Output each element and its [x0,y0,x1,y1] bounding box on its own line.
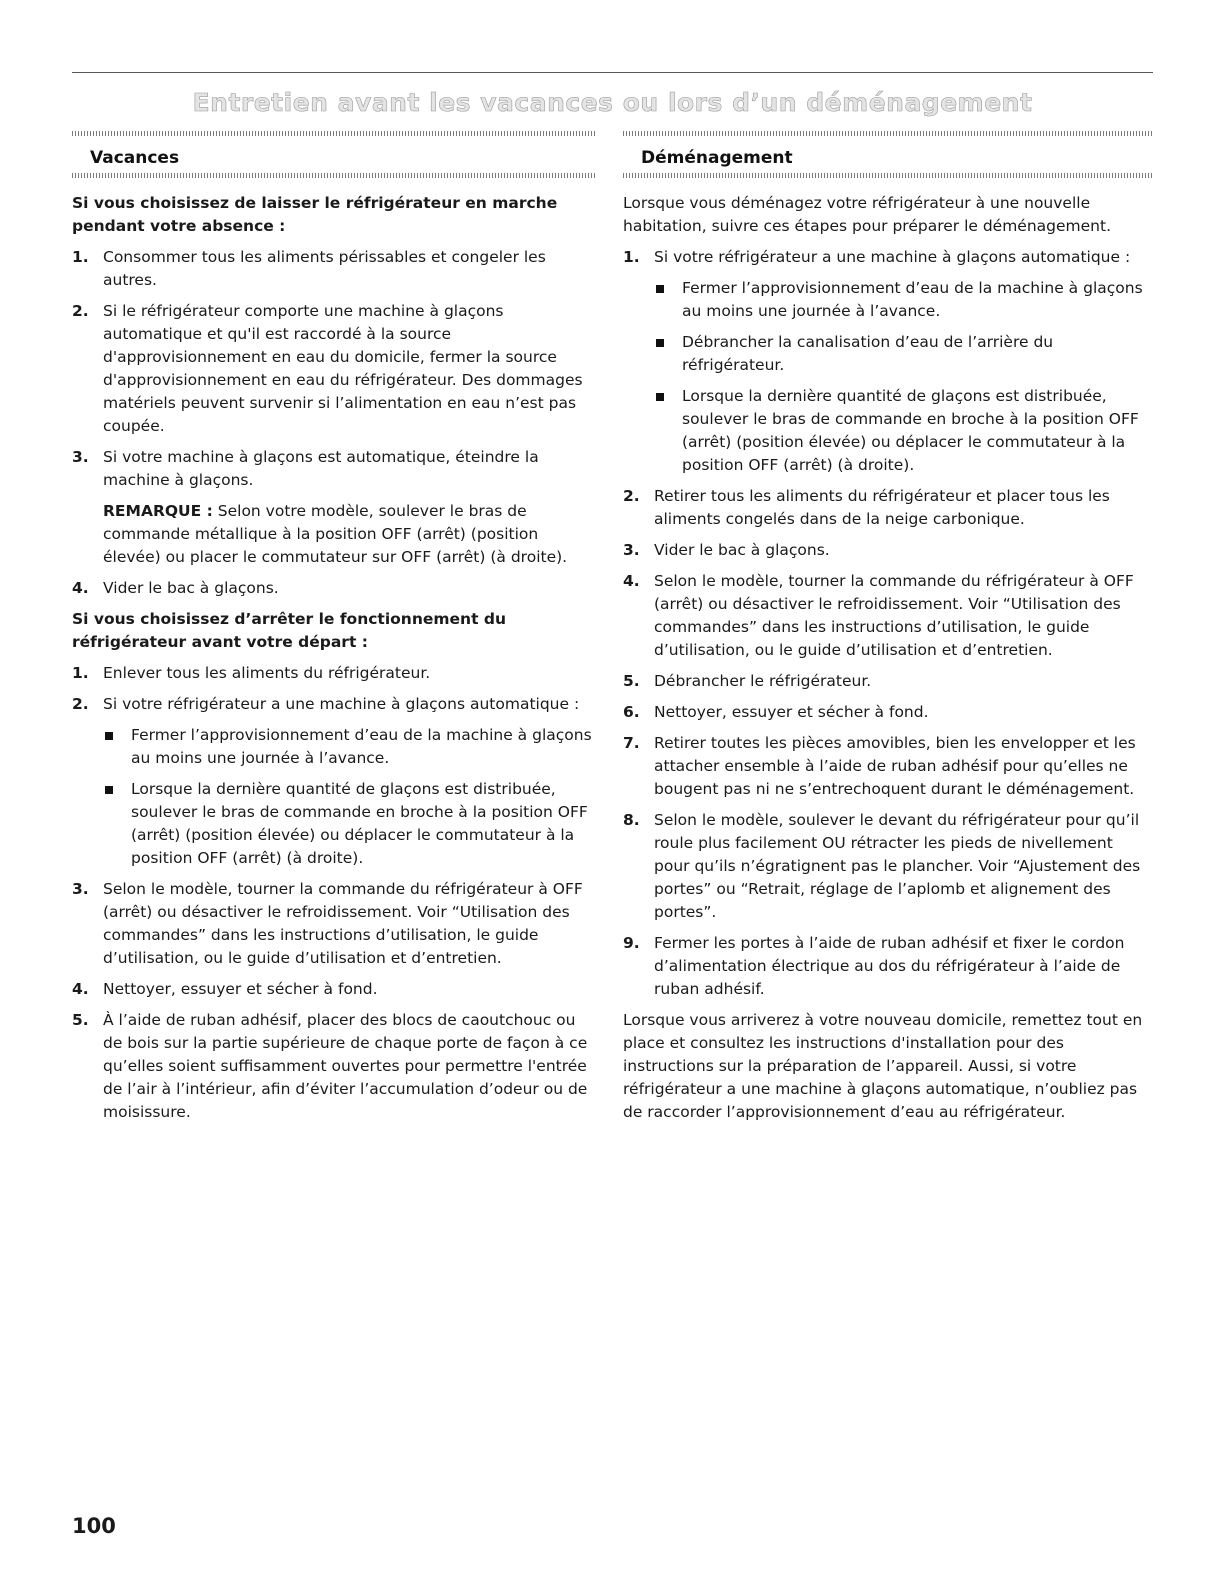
page-number: 100 [72,1514,116,1538]
vacances-heading: Vacances [90,148,180,168]
step-number: 1. [72,248,89,266]
bullet-text: Débrancher la canalisation d’eau de l’arrière du réfrigérateur. [682,333,1054,374]
bullet-item [103,778,596,870]
step-text: Si votre réfrigérateur a une machine à glaçons automatique : [654,248,1131,266]
bullet-list [654,277,1153,477]
bullet-item [654,331,1153,377]
demenagement-column [623,131,1153,1132]
square-bullet-icon [656,285,664,293]
bullet-item [654,385,1153,477]
step-item [623,539,1153,562]
square-bullet-icon [656,339,664,347]
step-item [623,670,1153,693]
step-number: 3. [72,880,89,898]
step-item [72,693,596,870]
step-item [72,246,596,292]
step-number: 5. [72,1011,89,1029]
step-item [623,485,1153,531]
step-text: Selon le modèle, tourner la commande du réfrigérateur à OFF (arrêt) ou désactiver le refroidissement. Voir “Utilisation des commandes” dans les instructions d’utilisation, le guide d’utilisation, ou le guide d’utilisation et d’entretien. [654,572,1134,659]
step-item [72,577,596,600]
step-text: Nettoyer, essuyer et sécher à fond. [654,703,929,721]
step-text: Selon le modèle, tourner la commande du réfrigérateur à OFF (arrêt) ou désactiver le refroidissement. Voir “Utilisation des commandes” dans les instructions d’utilisation, le guide d’utilisation, ou le guide d’utilisation et d’entretien. [103,880,583,967]
step-item [623,701,1153,724]
step-text: Fermer les portes à l’aide de ruban adhésif et fixer le cordon d’alimentation électrique au dos du réfrigérateur à l’aide de ruban adhésif. [654,934,1125,998]
step-item [623,570,1153,662]
step-number: 1. [623,248,640,266]
step-number: 4. [623,572,640,590]
step-text: Consommer tous les aliments périssables et congeler les autres. [103,248,546,289]
demenagement-content [623,178,1153,1124]
step-item [72,446,596,569]
step-number: 2. [72,302,89,320]
step-text: Selon le modèle, soulever le devant du réfrigérateur pour qu’il roule plus facilement OU rétracter les pieds de nivellement pour qu’ils n’égratignent pas le plancher. Voir “Ajustement des portes” ou “Retrait, réglage de l’aplomb et alignement des portes”. [654,811,1141,921]
note [103,500,596,569]
step-text: Si votre machine à glaçons est automatique, éteindre la machine à glaçons. [103,448,539,489]
step-text: À l’aide de ruban adhésif, placer des blocs de caoutchouc ou de bois sur la partie supérieure de chaque porte de façon à ce qu’elles soient suffisamment ouvertes pour permettre l'entrée de l’air à l’intérieur, afin d’éviter l’accumulation d’odeur ou de moisissure. [103,1011,588,1121]
step-text: Vider le bac à glaçons. [103,579,279,597]
bullet-list [103,724,596,870]
step-text: Si le réfrigérateur comporte une machine à glaçons automatique et qu'il est raccordé à la source d'approvisionnement en eau du domicile, fermer la source d'approvisionnement en eau du réfrigérateur. Des dommages matériels peuvent survenir si l’alimentation en eau n’est pas coupée. [103,302,583,435]
vacances-content [72,178,596,1124]
step-text: Vider le bac à glaçons. [654,541,830,559]
step-item [623,246,1153,477]
step-text: Enlever tous les aliments du réfrigérateur. [103,664,431,682]
square-bullet-icon [105,786,113,794]
step-number: 6. [623,703,640,721]
step-text: Retirer toutes les pièces amovibles, bien les envelopper et les attacher ensemble à l’aide de ruban adhésif pour qu’elles ne bougent pas ni ne s’entrechoquent durant le déménagement. [654,734,1136,798]
bullet-text: Fermer l’approvisionnement d’eau de la machine à glaçons au moins une journée à l’avance. [131,726,592,767]
step-number: 9. [623,934,640,952]
step-number: 2. [623,487,640,505]
step-number: 1. [72,664,89,682]
group-subhead: Si vous choisissez d’arrêter le fonctionnement du réfrigérateur avant votre départ : [72,610,507,651]
step-item [72,978,596,1001]
step-list [72,246,596,600]
step-list [623,246,1153,1001]
bullet-item [103,724,596,770]
step-item [72,300,596,438]
step-number: 3. [623,541,640,559]
bullet-text: Lorsque la dernière quantité de glaçons est distribuée, soulever le bras de commande en broche à la position OFF (arrêt) (position élevée) ou déplacer le commutateur à la position OFF (arrêt) (à droite). [131,780,588,867]
step-number: 2. [72,695,89,713]
bullet-item [654,277,1153,323]
bullet-text: Lorsque la dernière quantité de glaçons est distribuée, soulever le bras de commande en broche à la position OFF (arrêt) (position élevée) ou déplacer le commutateur à la position OFF (arrêt) (à droite). [682,387,1139,474]
step-number: 8. [623,811,640,829]
page-title: Entretien avant les vacances ou lors d’un déménagement [192,88,1033,117]
note-label: REMARQUE : [103,502,213,520]
step-item [623,809,1153,924]
square-bullet-icon [656,393,664,401]
group-subhead: Si vous choisissez de laisser le réfrigérateur en marche pendant votre absence : [72,194,558,235]
step-number: 3. [72,448,89,466]
step-item [623,932,1153,1001]
square-bullet-icon [105,732,113,740]
step-item [72,662,596,685]
step-item [72,1009,596,1124]
step-text: Débrancher le réfrigérateur. [654,672,872,690]
step-text: Retirer tous les aliments du réfrigérateur et placer tous les aliments congelés dans de la neige carbonique. [654,487,1110,528]
step-number: 7. [623,734,640,752]
outro-paragraph: Lorsque vous arriverez à votre nouveau domicile, remettez tout en place et consultez les instructions d'installation pour des instructions sur la préparation de l’appareil. Aussi, si votre réfrigérateur a une machine à glaçons automatique, n’oubliez pas de raccorder l’approvisionnement d’eau au réfrigérateur. [623,1011,1143,1121]
note-text: Selon votre modèle, soulever le bras de commande métallique à la position OFF (arrêt) (position élevée) ou placer le commutateur sur OFF (arrêt) (à droite). [103,502,568,566]
step-text: Nettoyer, essuyer et sécher à fond. [103,980,378,998]
step-text: Si votre réfrigérateur a une machine à glaçons automatique : [103,695,580,713]
step-number: 4. [72,579,89,597]
demenagement-heading: Déménagement [641,148,793,168]
bullet-text: Fermer l’approvisionnement d’eau de la machine à glaçons au moins une journée à l’avance. [682,279,1143,320]
step-item [72,878,596,970]
top-rule [72,72,1153,73]
step-list [72,662,596,1124]
step-number: 4. [72,980,89,998]
vacances-column [72,131,596,1132]
step-item [623,732,1153,801]
intro-paragraph: Lorsque vous déménagez votre réfrigérateur à une nouvelle habitation, suivre ces étapes pour préparer le déménagement. [623,194,1112,235]
step-number: 5. [623,672,640,690]
